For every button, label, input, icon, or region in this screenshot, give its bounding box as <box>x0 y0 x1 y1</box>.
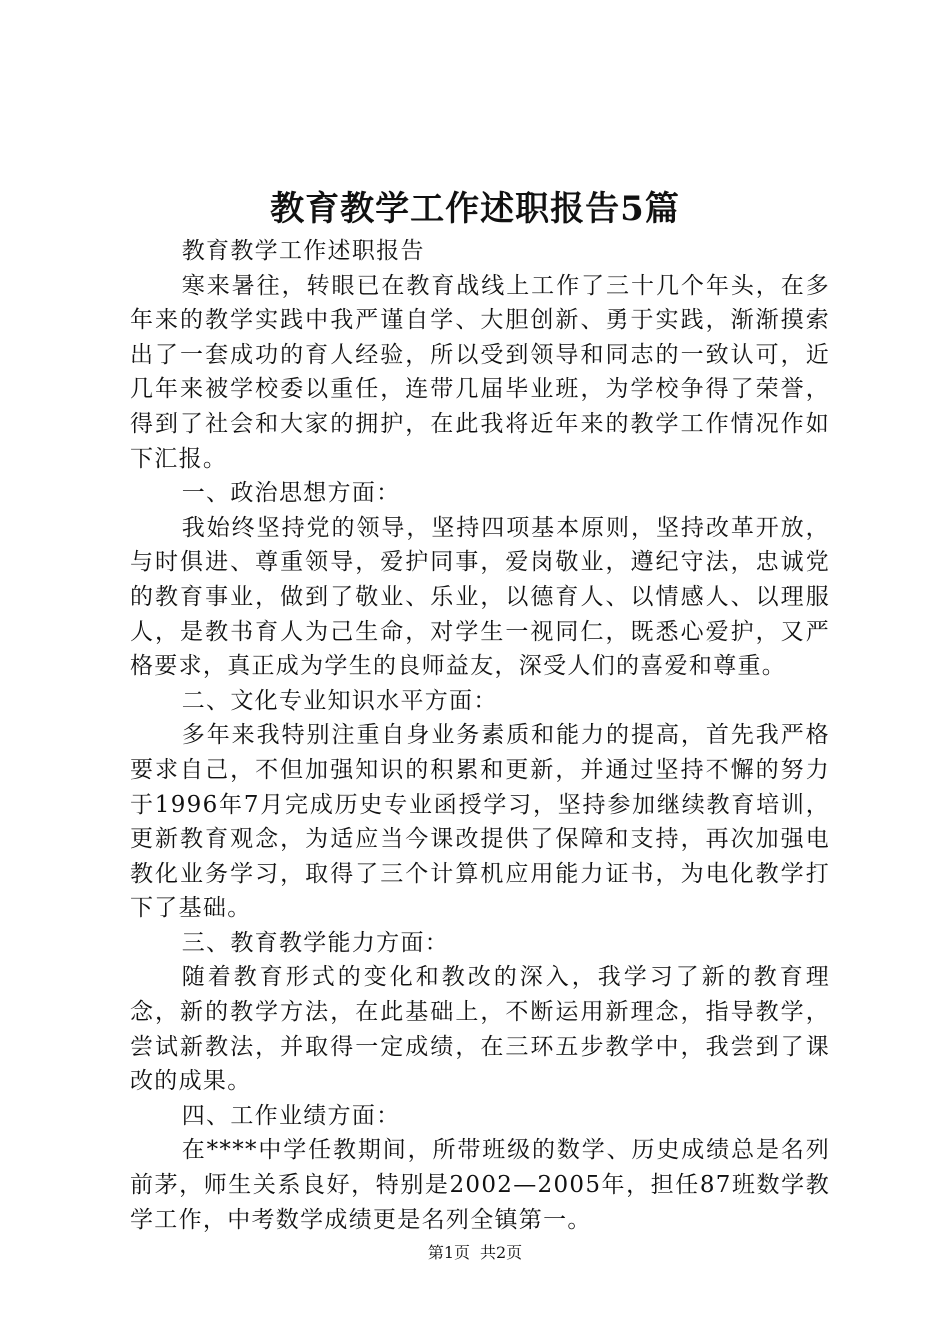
performance-paragraph: 在****中学任教期间，所带班级的数学、历史成绩总是名列前茅，师生关系良好，特别是2002—2005年，担任87班数学教学工作，中考数学成绩更是名列全镇第一。 <box>130 1137 830 1233</box>
intro-paragraph: 寒来暑往，转眼已在教育战线上工作了三十几个年头，在多年来的教学实践中我严谨自学、大胆创新、勇于实践，渐渐摸索出了一套成功的育人经验，所以受到领导和同志的一致认可，近几年来被学校委以重任，连带几届毕业班，为学校争得了荣誉，得到了社会和大家的拥护，在此我将近年来的教学工作情况作如下汇报。 <box>130 272 830 472</box>
page-footer <box>0 1241 950 1265</box>
page-total: 共2页 <box>480 1243 523 1262</box>
section-heading-politics: 一、政治思想方面： <box>181 480 401 507</box>
section-heading-knowledge: 二、文化专业知识水平方面： <box>181 687 498 714</box>
politics-paragraph: 我始终坚持党的领导，坚持四项基本原则，坚持改革开放，与时俱进、尊重领导，爱护同事，爱岗敬业，遵纪守法，忠诚党的教育事业，做到了敬业、乐业，以德育人、以情感人、以理服人，是教书育人为己生命，对学生一视同仁，既悉心爱护，又严格要求，真正成为学生的良师益友，深受人们的喜爱和尊重。 <box>130 514 830 680</box>
knowledge-paragraph: 多年来我特别注重自身业务素质和能力的提高，首先我严格要求自己，不但加强知识的积累和更新，并通过坚持不懈的努力于1996年7月完成历史专业函授学习，坚持参加继续教育培训，更新教育观念，为适应当今课改提供了保障和支持，再次加强电教化业务学习，取得了三个计算机应用能力证书，为电化教学打下了基础。 <box>130 722 830 922</box>
document-title: 教育教学工作述职报告5篇 <box>270 189 680 229</box>
section-heading-teaching: 三、教育教学能力方面： <box>181 929 450 956</box>
report-subtitle: 教育教学工作述职报告 <box>181 238 425 264</box>
section-heading-performance: 四、工作业绩方面： <box>181 1102 401 1129</box>
teaching-paragraph: 随着教育形式的变化和教改的深入，我学习了新的教育理念，新的教学方法，在此基础上，不断运用新理念，指导教学，尝试新教法，并取得一定成绩，在三环五步教学中，我尝到了课改的成果。 <box>130 964 830 1095</box>
page-number: 第1页 <box>427 1243 470 1262</box>
document-body <box>130 234 830 1237</box>
